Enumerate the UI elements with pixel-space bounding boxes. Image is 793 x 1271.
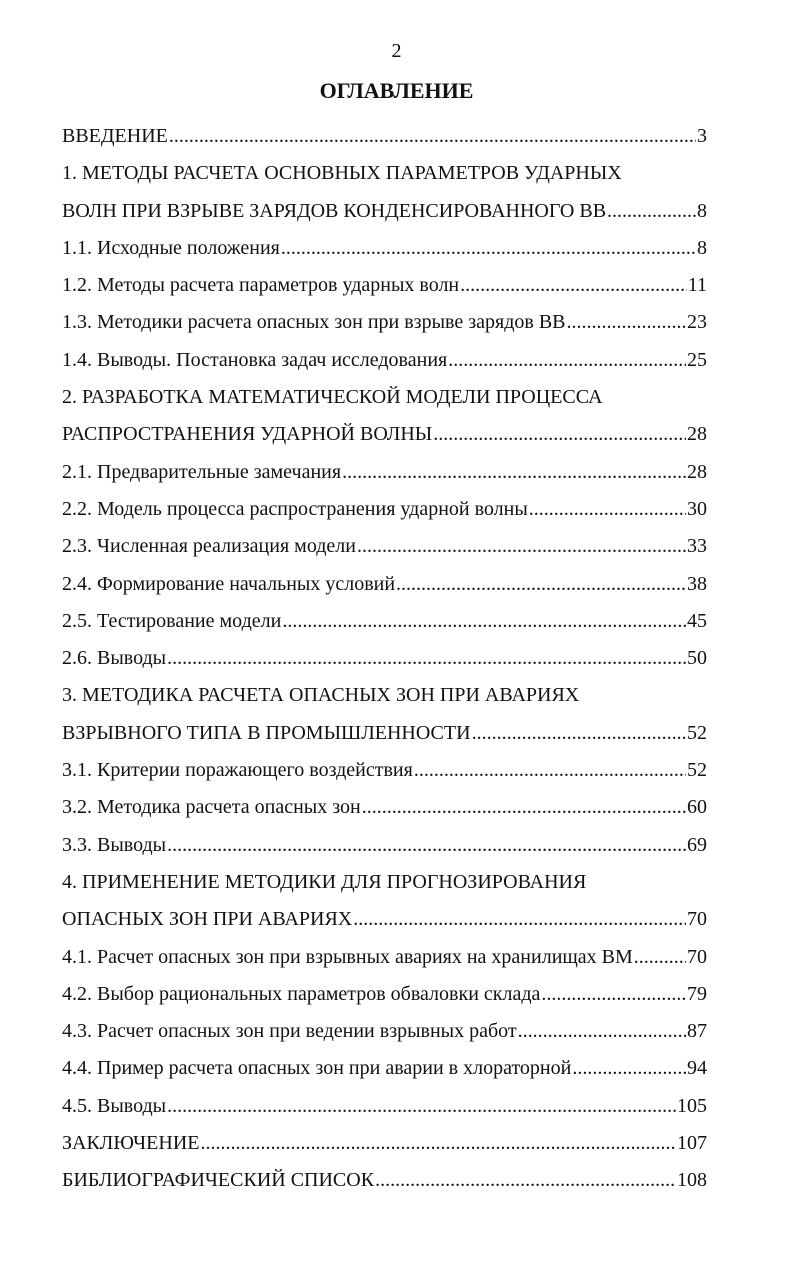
toc-entry-page: 30 <box>687 497 707 520</box>
toc-entry-label: 1.4. Выводы. Постановка задач исследования <box>62 348 448 371</box>
toc-entry-page: 108 <box>677 1169 707 1192</box>
chapter-heading-text: 1. МЕТОДЫ РАСЧЕТА ОСНОВНЫХ ПАРАМЕТРОВ УДАРНЫХ <box>62 162 622 185</box>
chapter-3-heading-line-2[interactable] <box>62 715 707 752</box>
toc-entry-label: ВВЕДЕНИЕ <box>62 125 168 147</box>
toc-entry-1-3[interactable] <box>62 304 707 341</box>
chapter-2-heading-line-1[interactable] <box>62 379 707 416</box>
toc-entry-label: 3.2. Методика расчета опасных зон <box>62 796 361 819</box>
toc-entry-4-4[interactable] <box>62 1050 707 1087</box>
toc-entry-label: 2.6. Выводы <box>62 647 167 670</box>
toc-entry-page: 52 <box>687 721 707 744</box>
toc-entry-4-3[interactable] <box>62 1013 707 1050</box>
dot-leader <box>433 416 686 453</box>
toc-entry-page: 94 <box>687 1057 707 1080</box>
dot-leader <box>518 1013 686 1050</box>
dot-leader <box>634 939 686 976</box>
toc-entry-label: 3.1. Критерии поражающего воздействия <box>62 759 413 782</box>
toc-entry-page: 25 <box>687 348 707 371</box>
toc-entry-page: 70 <box>687 908 707 931</box>
table-of-contents <box>62 118 707 1200</box>
toc-entry-page: 8 <box>697 236 707 259</box>
chapter-1-heading-line-2[interactable] <box>62 193 707 230</box>
dot-leader <box>200 1125 676 1162</box>
toc-entry-page: 87 <box>687 1020 707 1043</box>
toc-entry-page: 107 <box>677 1132 707 1155</box>
toc-entry-3-1[interactable] <box>62 752 707 789</box>
toc-entry-4-1[interactable] <box>62 939 707 976</box>
dot-leader <box>567 304 687 341</box>
toc-entry-page: 28 <box>687 460 707 483</box>
toc-entry-page: 79 <box>687 982 707 1005</box>
chapter-heading-text: 3. МЕТОДИКА РАСЧЕТА ОПАСНЫХ ЗОН ПРИ АВАРИЯХ <box>62 684 580 707</box>
toc-entry-label: 1.1. Исходные положения <box>62 236 280 259</box>
chapter-heading-text: 2. РАЗРАБОТКА МАТЕМАТИЧЕСКОЙ МОДЕЛИ ПРОЦЕССА <box>62 386 603 409</box>
toc-entry-2-6[interactable] <box>62 640 707 677</box>
toc-entry-page: 3 <box>697 125 707 147</box>
dot-leader <box>460 267 687 304</box>
toc-entry-label: ЗАКЛЮЧЕНИЕ <box>62 1132 200 1155</box>
toc-entry-label: 2.3. Численная реализация модели <box>62 535 356 558</box>
toc-entry-label: 2.4. Формирование начальных условий <box>62 572 396 595</box>
toc-entry-4-2[interactable] <box>62 976 707 1013</box>
toc-entry-3-3[interactable] <box>62 827 707 864</box>
dot-leader <box>342 454 686 491</box>
dot-leader <box>541 976 686 1013</box>
toc-entry-page: 50 <box>687 647 707 670</box>
chapter-heading-text: РАСПРОСТРАНЕНИЯ УДАРНОЙ ВОЛНЫ <box>62 423 433 446</box>
toc-entry-label: 4.3. Расчет опасных зон при ведении взрывных работ <box>62 1020 517 1043</box>
toc-entry-page: 11 <box>687 274 707 297</box>
toc-entry-label: 4.4. Пример расчета опасных зон при аварии в хлораторной <box>62 1057 572 1080</box>
dot-leader <box>529 491 686 528</box>
dot-leader <box>281 230 696 267</box>
chapter-heading-text: ВЗРЫВНОГО ТИПА В ПРОМЫШЛЕННОСТИ <box>62 721 471 744</box>
dot-leader <box>362 789 686 826</box>
dot-leader <box>607 193 696 230</box>
chapter-heading-text: 4. ПРИМЕНЕНИЕ МЕТОДИКИ ДЛЯ ПРОГНОЗИРОВАНИЯ <box>62 870 587 893</box>
toc-entry-page: 38 <box>687 572 707 595</box>
toc-entry-1-4[interactable] <box>62 342 707 379</box>
toc-entry-introduction[interactable] <box>62 118 707 155</box>
toc-entry-label: 4.5. Выводы <box>62 1094 167 1117</box>
toc-entry-label: 4.1. Расчет опасных зон при взрывных авариях на хранилищах ВМ <box>62 945 633 968</box>
page-number: 2 <box>391 40 402 62</box>
dot-leader <box>414 752 686 789</box>
toc-entry-2-5[interactable] <box>62 603 707 640</box>
toc-entry-page: 70 <box>687 945 707 968</box>
toc-entry-page: 8 <box>697 199 707 222</box>
chapter-4-heading-line-2[interactable] <box>62 901 707 938</box>
toc-entry-page: 23 <box>687 311 707 334</box>
toc-entry-3-2[interactable] <box>62 789 707 826</box>
toc-entry-page: 28 <box>687 423 707 446</box>
toc-entry-page: 69 <box>687 833 707 856</box>
dot-leader <box>448 342 686 379</box>
toc-entry-page: 33 <box>687 535 707 558</box>
toc-entry-label: 4.2. Выбор рациональных параметров обваловки склада <box>62 982 541 1005</box>
toc-entry-label: 3.3. Выводы <box>62 833 167 856</box>
chapter-3-heading-line-1[interactable] <box>62 677 707 714</box>
toc-entry-2-3[interactable] <box>62 528 707 565</box>
dot-leader <box>169 118 696 155</box>
toc-entry-conclusion[interactable] <box>62 1125 707 1162</box>
toc-entry-1-1[interactable] <box>62 230 707 267</box>
dot-leader <box>572 1050 686 1087</box>
dot-leader <box>375 1162 676 1199</box>
toc-entry-4-5[interactable] <box>62 1088 707 1125</box>
toc-entry-page: 60 <box>687 796 707 819</box>
toc-entry-1-2[interactable] <box>62 267 707 304</box>
toc-entry-label: БИБЛИОГРАФИЧЕСКИЙ СПИСОК <box>62 1169 375 1192</box>
dot-leader <box>357 528 686 565</box>
toc-entry-2-1[interactable] <box>62 454 707 491</box>
chapter-2-heading-line-2[interactable] <box>62 416 707 453</box>
dot-leader <box>167 827 686 864</box>
dot-leader <box>396 566 686 603</box>
toc-entry-page: 105 <box>677 1094 707 1117</box>
toc-entry-label: 1.2. Методы расчета параметров ударных волн <box>62 274 460 297</box>
toc-entry-2-4[interactable] <box>62 566 707 603</box>
toc-entry-page: 45 <box>687 609 707 632</box>
toc-entry-2-2[interactable] <box>62 491 707 528</box>
chapter-1-heading-line-1[interactable] <box>62 155 707 192</box>
dot-leader <box>353 901 686 938</box>
page-title: ОГЛАВЛЕНИЕ <box>319 78 474 103</box>
toc-entry-page: 52 <box>687 759 707 782</box>
chapter-heading-text: ВОЛН ПРИ ВЗРЫВЕ ЗАРЯДОВ КОНДЕНСИРОВАННОГО ВВ <box>62 199 607 222</box>
chapter-4-heading-line-1[interactable] <box>62 864 707 901</box>
dot-leader <box>472 715 686 752</box>
toc-entry-label: 2.5. Тестирование модели <box>62 609 282 632</box>
chapter-heading-text: ОПАСНЫХ ЗОН ПРИ АВАРИЯХ <box>62 908 353 931</box>
toc-entry-label: 2.2. Модель процесса распространения ударной волны <box>62 497 528 520</box>
toc-entry-label: 1.3. Методики расчета опасных зон при взрыве зарядов ВВ <box>62 311 566 334</box>
dot-leader <box>167 640 686 677</box>
toc-entry-label: 2.1. Предварительные замечания <box>62 460 342 483</box>
dot-leader <box>282 603 686 640</box>
toc-entry-bibliography[interactable] <box>62 1162 707 1199</box>
dot-leader <box>167 1088 676 1125</box>
